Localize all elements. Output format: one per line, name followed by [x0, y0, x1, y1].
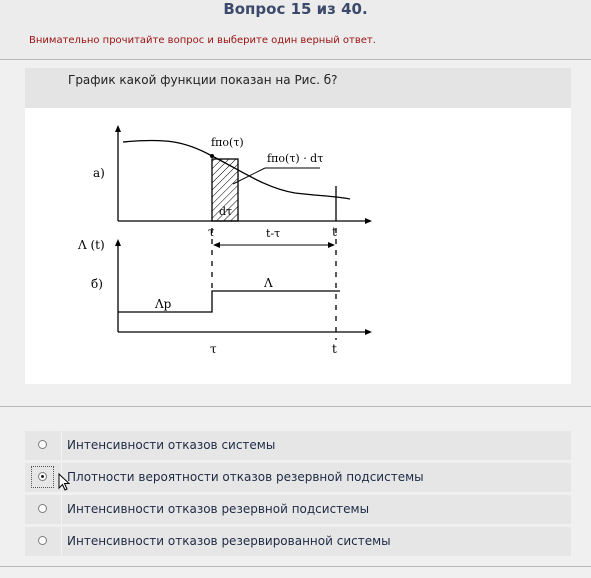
- answer-option-3[interactable]: [25, 495, 571, 524]
- graph-b-label: б): [91, 277, 103, 291]
- t-axis-b-label: t: [332, 342, 337, 356]
- question-text: График какой функции показан на Рис. б?: [68, 73, 338, 87]
- answer-label[interactable]: Плотности вероятности отказов резервной подсистемы: [67, 470, 424, 484]
- separator: [61, 527, 62, 556]
- separator: [61, 495, 62, 524]
- radio-button[interactable]: [38, 440, 47, 449]
- t-axis-a-label: t: [332, 225, 337, 239]
- radio-cell[interactable]: [25, 527, 61, 556]
- divider: [0, 406, 591, 407]
- page-title: Вопрос 15 из 40.: [223, 0, 368, 18]
- graph-b: [115, 228, 372, 340]
- question-figure: [25, 108, 571, 384]
- divider: [0, 59, 591, 60]
- mouse-cursor-icon: [58, 473, 72, 493]
- lambda-t-label: Λ (t): [78, 238, 105, 252]
- f-label-right: fпо(τ) · dτ: [267, 152, 324, 165]
- t-minus-tau-label: t-τ: [266, 227, 281, 240]
- lambda-label: Λ: [264, 276, 273, 290]
- graph-a-label: а): [93, 166, 105, 180]
- instruction-text: Внимательно прочитайте вопрос и выберите один верный ответ.: [29, 35, 376, 46]
- answer-label[interactable]: Интенсивности отказов резервированной системы: [67, 534, 391, 548]
- tau-axis-b-label: τ: [210, 342, 217, 356]
- separator: [61, 431, 62, 460]
- lambda-p-label: Λр: [155, 297, 172, 311]
- radio-button[interactable]: [38, 536, 47, 545]
- radio-button-selected[interactable]: [38, 472, 47, 481]
- radio-cell[interactable]: [25, 463, 61, 492]
- radio-cell[interactable]: [25, 495, 61, 524]
- answer-option-2[interactable]: [25, 463, 571, 492]
- answer-option-4[interactable]: [25, 527, 571, 556]
- answer-label[interactable]: Интенсивности отказов резервной подсистемы: [67, 502, 370, 516]
- dtau-label: dτ: [219, 205, 233, 218]
- radio-cell[interactable]: [25, 431, 61, 460]
- answer-option-1[interactable]: [25, 431, 571, 460]
- answer-label[interactable]: Интенсивности отказов системы: [67, 438, 276, 452]
- f-label-top: fпо(τ): [211, 136, 244, 149]
- divider: [0, 566, 591, 567]
- tau-axis-a-label: τ: [208, 225, 215, 239]
- graph-figure: [25, 108, 571, 384]
- radio-button[interactable]: [38, 504, 47, 513]
